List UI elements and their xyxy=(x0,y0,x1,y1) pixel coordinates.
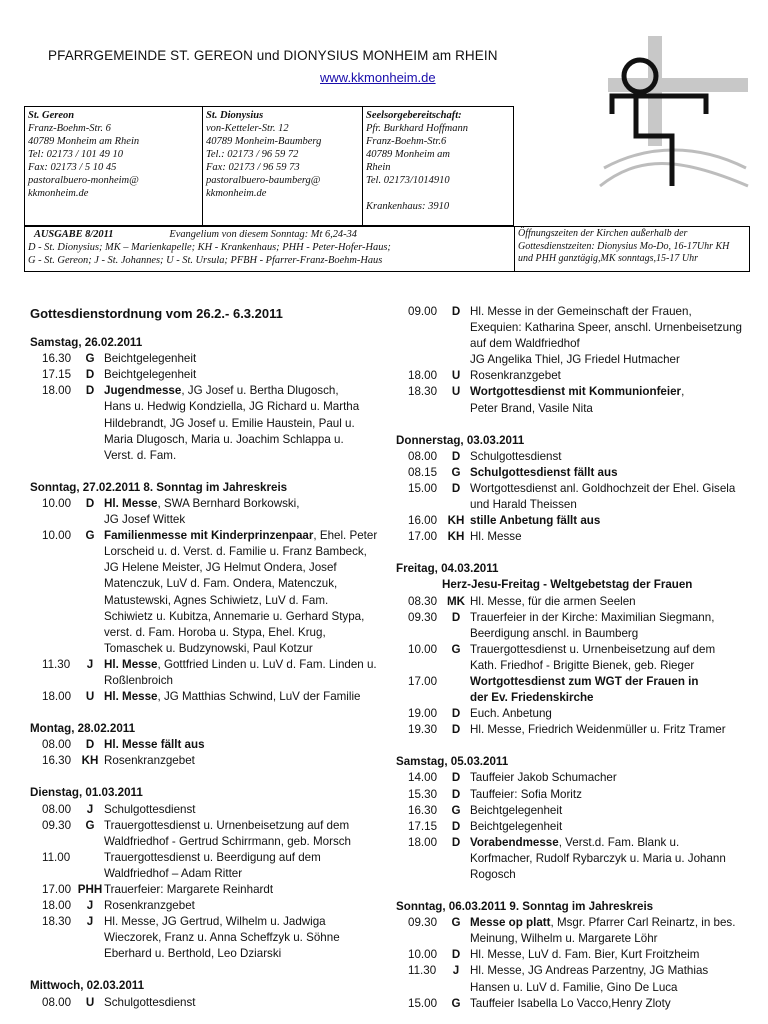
day-subheading: Herz-Jesu-Freitag - Weltgebetstag der Frauen xyxy=(442,578,693,592)
entry-description xyxy=(470,722,768,738)
gospel-reading: Evangelium von diesem Sonntag: Mt 6,24-34 xyxy=(169,229,357,240)
entry-continuation: Waldfriedhof – Adam Ritter xyxy=(104,866,243,880)
schedule-entry xyxy=(30,882,390,898)
schedule-entry xyxy=(30,802,390,818)
day-heading: Samstag, 26.02.2011 xyxy=(30,336,143,350)
entry-description xyxy=(104,351,390,367)
entry-time: 16.30 xyxy=(42,352,72,366)
entry-description xyxy=(470,835,768,883)
entry-time: 15.00 xyxy=(408,996,438,1010)
entry-continuation: Kath. Friedhof - Brigitte Bienek, geb. Rieger xyxy=(470,658,695,672)
entry-service-name: Hl. Messe xyxy=(104,496,158,510)
schedule-entry xyxy=(30,496,390,528)
entry-service-name: Jugendmesse xyxy=(104,384,182,398)
address-line: Tel. 02173/1014910 xyxy=(366,175,450,186)
entry-text: , JG Matthias Schwind, LuV der Familie xyxy=(157,690,361,704)
entry-time: 11.00 xyxy=(42,850,71,864)
parish-logo xyxy=(598,36,750,206)
entry-time: 17.15 xyxy=(408,819,438,833)
entry-time: 11.30 xyxy=(42,657,71,671)
entry-location-code: D xyxy=(85,384,95,398)
entry-description xyxy=(104,850,390,882)
entry-time: 14.00 xyxy=(408,771,438,785)
entry-time: 16.00 xyxy=(408,514,438,528)
entry-text: Beichtgelegenheit xyxy=(104,352,197,366)
entry-description xyxy=(104,882,390,898)
address-title: St. Dionysius xyxy=(206,110,264,121)
entry-text: Rosenkranzgebet xyxy=(470,369,561,383)
schedule-entry xyxy=(396,529,768,545)
entry-time: 16.30 xyxy=(42,754,72,768)
entry-continuation: JG Josef Wittek xyxy=(104,513,186,527)
entry-text: , JG Josef u. Bertha Dlugosch, xyxy=(181,384,339,398)
entry-text: Beichtgelegenheit xyxy=(470,803,563,817)
entry-continuation: Verst. d. Fam. xyxy=(104,448,177,462)
entry-location-code: G xyxy=(85,352,95,366)
entry-time: 09.00 xyxy=(408,305,438,318)
address-line: pastoralbuero-baumberg@ xyxy=(206,175,321,186)
entry-location-code: KH xyxy=(447,514,465,528)
issue-label: AUSGABE 8/2011 xyxy=(34,229,114,240)
entry-text: , SWA Bernhard Borkowski, xyxy=(157,496,300,510)
entry-description xyxy=(104,367,390,383)
spacer xyxy=(30,769,390,785)
schedule-entry xyxy=(396,481,768,513)
address-line: Krankenhaus: 3910 xyxy=(366,201,450,212)
schedule-entry xyxy=(30,383,390,463)
entry-time: 11.30 xyxy=(408,964,437,978)
entry-location-code: G xyxy=(451,803,461,817)
entry-continuation: Meinung, Wilhelm u. Margarete Löhr xyxy=(470,932,658,946)
entry-location-code: D xyxy=(451,787,461,801)
entry-time: 17.00 xyxy=(408,674,438,688)
legend-line-1: D - St. Dionysius; MK – Marienkapelle; KH - Krankenhaus; PHH - Peter-Hofer-Haus; xyxy=(28,242,391,253)
spacer xyxy=(30,705,390,721)
entry-time: 19.30 xyxy=(408,723,438,737)
schedule-entry xyxy=(396,304,768,368)
opening-hours: Öffnungszeiten der Kirchen außerhalb der Gottesdienstzeiten: Dionysius Mo-Do, 16-17Uhr KH und PHH ganztägig,MK sonntags,15-17 Uhr xyxy=(518,228,730,264)
day-heading: Sonntag, 06.03.2011 9. Sonntag im Jahreskreis xyxy=(396,900,654,914)
spacer xyxy=(396,545,768,561)
schedule-entry xyxy=(396,770,768,786)
schedule-entry xyxy=(396,513,768,529)
entry-location-code: D xyxy=(451,835,461,849)
schedule-entry xyxy=(30,995,390,1011)
entry-location-code: D xyxy=(85,368,95,382)
entry-continuation: Tomaschek u. Budzynowski, Paul Kotzur xyxy=(104,641,313,655)
entry-description xyxy=(470,963,768,995)
entry-location-code: G xyxy=(451,642,461,656)
entry-time: 15.00 xyxy=(408,481,438,495)
day-heading: Mittwoch, 02.03.2011 xyxy=(30,979,145,993)
spacer xyxy=(30,464,390,480)
entry-description xyxy=(104,657,390,689)
address-line: Rhein xyxy=(366,162,391,173)
entry-time: 10.00 xyxy=(408,642,438,656)
entry-continuation: Korfmacher, Rudolf Rybarczyk u. Maria u. Johann xyxy=(470,851,726,865)
entry-continuation: und Harald Theissen xyxy=(470,498,577,512)
entry-time: 18.00 xyxy=(42,899,72,913)
entry-continuation: Matustewski, Agnes Schiwietz, LuV d. Fam. xyxy=(104,593,329,607)
entry-service-name: Wortgottesdienst zum WGT der Frauen in xyxy=(470,674,699,688)
entry-description xyxy=(470,996,768,1012)
schedule-entry xyxy=(30,367,390,383)
entry-location-code: G xyxy=(451,465,461,479)
day-heading: Dienstag, 01.03.2011 xyxy=(30,786,143,800)
entry-text: , Verst.d. Fam. Blank u. xyxy=(558,835,680,849)
entry-time: 17.15 xyxy=(42,368,72,382)
entry-text: Schulgottesdienst xyxy=(104,802,196,816)
entry-time: 19.00 xyxy=(408,707,438,721)
schedule-entry xyxy=(396,594,768,610)
entry-location-code: G xyxy=(451,996,461,1010)
entry-continuation: verst. d. Fam. Horoba u. Stypa, Ehel. Krug, xyxy=(104,625,326,639)
entry-text: , Ehel. Peter xyxy=(313,529,378,543)
entry-description xyxy=(104,995,390,1011)
entry-time: 18.00 xyxy=(408,835,438,849)
address-line: Pfr. Burkhard Hoffmann xyxy=(366,123,468,134)
entry-time: 08.00 xyxy=(42,802,72,816)
schedule-entry xyxy=(30,528,390,657)
entry-text: Hl. Messe, JG Gertrud, Wilhelm u. Jadwiga xyxy=(104,915,326,929)
address-table xyxy=(24,106,514,226)
schedule-entry xyxy=(396,368,768,384)
entry-location-code: G xyxy=(85,529,95,543)
entry-description xyxy=(470,642,768,674)
spacer xyxy=(396,738,768,754)
entry-description xyxy=(470,384,768,416)
schedule-entry xyxy=(396,384,768,416)
issue-info xyxy=(25,227,515,271)
entry-location-code: D xyxy=(451,610,461,624)
entry-text: Tauffeier: Sofia Moritz xyxy=(470,787,582,801)
entry-description xyxy=(104,753,390,769)
schedule-entry xyxy=(396,465,768,481)
entry-continuation: Eberhard u. Berthold, Leo Dziarski xyxy=(104,947,282,961)
address-line: 40789 Monheim am xyxy=(366,149,450,160)
entry-description xyxy=(470,787,768,803)
entry-continuation: Exequien: Katharina Speer, anschl. Urnenbeisetzung xyxy=(470,321,742,335)
entry-description xyxy=(470,915,768,947)
entry-description xyxy=(104,914,390,962)
entry-description xyxy=(470,594,768,610)
parish-title: PFARRGEMEINDE ST. GEREON und DIONYSIUS MONHEIM am RHEIN xyxy=(48,48,498,63)
entry-service-name: Messe op platt xyxy=(470,916,551,930)
entry-location-code: U xyxy=(451,369,461,383)
schedule-title: Gottesdienstordnung vom 26.2.- 6.3.2011 xyxy=(30,306,283,321)
entry-text: Tauffeier Isabella Lo Vacco,Henry Zloty xyxy=(470,996,671,1010)
address-st-dionysius xyxy=(203,107,363,225)
address-title: Seelsorgebereitschaft: xyxy=(366,110,462,121)
entry-service-name: Vorabendmesse xyxy=(470,835,559,849)
entry-location-code: KH xyxy=(81,754,99,768)
entry-time: 08.00 xyxy=(42,995,72,1009)
schedule-entry xyxy=(30,898,390,914)
address-line: von-Ketteler-Str. 12 xyxy=(206,123,289,134)
entry-text: Hl. Messe in der Gemeinschaft der Frauen, xyxy=(470,305,692,318)
entry-location-code: U xyxy=(451,385,461,399)
schedule-entry xyxy=(396,803,768,819)
entry-continuation: Maria Dlugosch, Maria u. Joachim Schlappa u. xyxy=(104,432,344,446)
entry-time: 08.00 xyxy=(408,449,438,463)
entry-description xyxy=(470,674,768,706)
address-pastoral-care xyxy=(363,107,513,225)
entry-time: 15.30 xyxy=(408,787,438,801)
schedule-entry xyxy=(30,351,390,367)
entry-continuation: Wieczorek, Franz u. Anna Scheffzyk u. Söhne xyxy=(104,931,340,945)
entry-description xyxy=(470,481,768,513)
entry-text: Hl. Messe, LuV d. Fam. Bier, Kurt Froitzheim xyxy=(470,948,700,962)
entry-description xyxy=(470,819,768,835)
spacer xyxy=(396,417,768,433)
schedule-entry xyxy=(396,674,768,706)
entry-description xyxy=(470,947,768,963)
entry-text: , Msgr. Pfarrer Carl Reinartz, in bes. xyxy=(550,916,736,930)
schedule-entry xyxy=(30,689,390,705)
address-line: Tel: 02173 / 101 49 10 xyxy=(28,149,123,160)
entry-location-code: D xyxy=(451,481,461,495)
spacer xyxy=(30,962,390,978)
entry-description xyxy=(104,802,390,818)
address-line: pastoralbuero-monheim@ xyxy=(28,175,139,186)
schedule-entry xyxy=(396,947,768,963)
entry-location-code: J xyxy=(86,802,94,816)
entry-continuation: Matenczuk, LuV d. Fam. Ondera, Matenczuk, xyxy=(104,577,338,591)
legend-line-2: G - St. Gereon; J - St. Johannes; U - St. Ursula; PFBH - Pfarrer-Franz-Boehm-Haus xyxy=(28,255,383,266)
entry-service-name: Hl. Messe xyxy=(104,657,158,671)
entry-description xyxy=(470,610,768,642)
schedule-entry xyxy=(396,819,768,835)
schedule-entry xyxy=(30,914,390,962)
entry-location-code: D xyxy=(451,948,461,962)
address-line: kkmonheim.de xyxy=(28,188,89,199)
entry-description xyxy=(470,706,768,722)
entry-time: 17.00 xyxy=(42,883,72,896)
entry-description xyxy=(470,803,768,819)
entry-description xyxy=(470,368,768,384)
day-heading: Montag, 28.02.2011 xyxy=(30,722,136,736)
entry-location-code: MK xyxy=(446,594,466,608)
schedule-entry xyxy=(396,963,768,995)
entry-location-code xyxy=(442,674,470,706)
entry-continuation: Peter Brand, Vasile Nita xyxy=(470,401,593,415)
entry-continuation: Beerdigung anschl. in Baumberg xyxy=(470,626,639,640)
day-heading: Freitag, 04.03.2011 xyxy=(396,562,499,576)
entry-text: Hl. Messe, für die armen Seelen xyxy=(470,594,636,608)
entry-location-code: G xyxy=(85,818,95,832)
entry-location-code: U xyxy=(85,995,95,1009)
entry-continuation: Hansen u. LuV d. Familie, Gino De Luca xyxy=(470,980,678,994)
address-line: Fax: 02173 / 96 59 73 xyxy=(206,162,300,173)
entry-text: Trauergottesdienst u. Urnenbeisetzung auf dem xyxy=(104,818,350,832)
entry-description xyxy=(104,689,390,705)
entry-description xyxy=(470,513,768,529)
entry-continuation: Lorscheid u. d. Verst. d. Familie u. Franz Bambeck, xyxy=(104,545,367,559)
entry-text: Trauergottesdienst u. Beerdigung auf dem xyxy=(104,850,321,864)
entry-text: , Gottfried Linden u. LuV d. Fam. Linden u. xyxy=(157,657,377,671)
address-line xyxy=(366,187,510,200)
entry-location-code: D xyxy=(451,723,461,737)
entry-text: Beichtgelegenheit xyxy=(470,819,563,833)
schedule-entry xyxy=(396,610,768,642)
entry-continuation: Roßlenbroich xyxy=(104,673,173,687)
entry-description xyxy=(104,496,390,528)
entry-time: 08.00 xyxy=(42,738,72,752)
entry-continuation: Hildebrandt, JG Josef u. Emilie Haustein, Paul u. xyxy=(104,416,355,430)
address-line: 40789 Monheim-Baumberg xyxy=(206,136,322,147)
entry-location-code: J xyxy=(86,899,94,913)
schedule-entry xyxy=(396,787,768,803)
issue-row xyxy=(24,226,750,272)
entry-time: 09.30 xyxy=(42,818,72,832)
address-line: Franz-Boehm-Str. 6 xyxy=(28,123,111,134)
entry-text: Rosenkranzgebet xyxy=(104,754,195,768)
website-link[interactable]: www.kkmonheim.de xyxy=(320,70,436,85)
entry-location-code: U xyxy=(85,690,95,704)
entry-text: , xyxy=(681,385,685,399)
entry-service-name: Hl. Messe fällt aus xyxy=(104,738,205,752)
entry-time: 18.00 xyxy=(42,690,72,704)
entry-time: 08.15 xyxy=(408,465,438,479)
entry-description xyxy=(104,898,390,914)
address-st-gereon xyxy=(25,107,203,225)
day-heading: Samstag, 05.03.2011 xyxy=(396,755,509,769)
entry-location-code: D xyxy=(85,738,95,752)
address-line: Fax: 02173 / 5 10 45 xyxy=(28,162,117,173)
schedule-entry xyxy=(30,850,390,882)
entry-location-code: PHH xyxy=(77,883,103,896)
entry-location-code: J xyxy=(86,657,94,671)
entry-time: 10.00 xyxy=(42,496,72,510)
entry-description xyxy=(104,818,390,850)
entry-continuation: der Ev. Friedenskirche xyxy=(470,691,594,705)
schedule-entry xyxy=(396,706,768,722)
spacer xyxy=(396,883,768,899)
entry-location-code: J xyxy=(452,964,460,978)
entry-description xyxy=(470,449,768,465)
entry-continuation: JG Helene Meister, JG Helmut Ondera, Josef xyxy=(104,561,337,575)
entry-service-name: Wortgottesdienst mit Kommunionfeier xyxy=(470,385,682,399)
schedule-entry xyxy=(396,915,768,947)
entry-description xyxy=(470,304,768,368)
schedule-entry xyxy=(30,657,390,689)
entry-continuation: Schiwietz u. Kubitza, Annemarie u. Gerhard Stypa, xyxy=(104,609,365,623)
entry-service-name: stille Anbetung fällt aus xyxy=(470,514,601,528)
entry-time: 10.00 xyxy=(408,948,438,962)
entry-time: 08.30 xyxy=(408,594,438,608)
schedule-entry xyxy=(30,818,390,850)
day-heading: Donnerstag, 03.03.2011 xyxy=(396,433,525,447)
entry-description xyxy=(104,737,390,753)
entry-time: 18.00 xyxy=(408,369,438,383)
entry-text: Trauerfeier: Margarete Reinhardt xyxy=(104,883,274,896)
schedule-entry xyxy=(396,996,768,1012)
entry-description xyxy=(470,770,768,786)
schedule-entry xyxy=(396,642,768,674)
schedule-entry xyxy=(30,737,390,753)
entry-time: 18.30 xyxy=(42,915,72,929)
entry-description xyxy=(104,528,390,657)
entry-text: Hl. Messe, JG Andreas Parzentny, JG Mathias xyxy=(470,964,709,978)
entry-location-code: D xyxy=(451,819,461,833)
entry-continuation: Waldfriedhof - Gertrud Schirrmann, geb. Morsch xyxy=(104,834,351,848)
entry-location-code: J xyxy=(86,915,94,929)
entry-text: Beichtgelegenheit xyxy=(104,368,197,382)
entry-location-code xyxy=(76,850,104,882)
entry-continuation: Rogosch xyxy=(470,868,516,881)
schedule-entry xyxy=(396,835,768,883)
entry-text: Wortgottesdienst anl. Goldhochzeit der Ehel. Gisela xyxy=(470,481,736,495)
entry-service-name: Hl. Messe xyxy=(104,690,158,704)
entry-time: 16.30 xyxy=(408,803,438,817)
entry-location-code: KH xyxy=(447,530,465,544)
entry-text: Rosenkranzgebet xyxy=(104,899,195,913)
entry-continuation: auf dem Waldfriedhof xyxy=(470,337,580,351)
entry-time: 17.00 xyxy=(408,530,438,544)
address-line: kkmonheim.de xyxy=(206,188,267,199)
address-line: Franz-Boehm-Str.6 xyxy=(366,136,447,147)
schedule-entry xyxy=(30,753,390,769)
entry-text: Schulgottesdienst xyxy=(470,449,562,463)
entry-description xyxy=(470,529,768,545)
entry-continuation: JG Angelika Thiel, JG Friedel Hutmacher xyxy=(470,353,680,367)
schedule-right-column xyxy=(396,304,768,1012)
entry-service-name: Schulgottesdienst fällt aus xyxy=(470,465,618,479)
entry-time: 18.30 xyxy=(408,385,438,399)
entry-text: Trauerfeier in der Kirche: Maximilian Siegmann, xyxy=(470,610,715,624)
entry-text: Trauergottesdienst u. Urnenbeisetzung auf dem xyxy=(470,642,716,656)
entry-location-code: D xyxy=(85,496,95,510)
entry-text: Hl. Messe, Friedrich Weidenmüller u. Fritz Tramer xyxy=(470,723,726,737)
entry-service-name: Familienmesse mit Kinderprinzenpaar xyxy=(104,529,314,543)
entry-description xyxy=(104,383,390,463)
entry-location-code: G xyxy=(451,916,461,930)
entry-text: Euch. Anbetung xyxy=(470,707,552,721)
schedule-left-column xyxy=(30,306,390,1011)
entry-location-code: D xyxy=(451,707,461,721)
entry-description xyxy=(470,465,768,481)
entry-time: 09.30 xyxy=(408,610,438,624)
entry-location-code: D xyxy=(451,449,461,463)
entry-text: Hl. Messe xyxy=(470,530,522,544)
entry-time: 18.00 xyxy=(42,384,72,398)
entry-text: Tauffeier Jakob Schumacher xyxy=(470,771,617,785)
schedule-entry xyxy=(396,722,768,738)
entry-time: 09.30 xyxy=(408,916,438,930)
day-heading: Sonntag, 27.02.2011 8. Sonntag im Jahreskreis xyxy=(30,480,288,494)
entry-location-code: D xyxy=(451,305,461,318)
entry-time: 10.00 xyxy=(42,529,72,543)
entry-text: Schulgottesdienst xyxy=(104,995,196,1009)
entry-location-code: D xyxy=(451,771,461,785)
address-line: 40789 Monheim am Rhein xyxy=(28,136,140,147)
schedule-entry xyxy=(396,449,768,465)
address-title: St. Gereon xyxy=(28,110,75,121)
address-line: Tel.: 02173 / 96 59 72 xyxy=(206,149,299,160)
entry-continuation: Hans u. Hedwig Kondziella, JG Richard u. Martha xyxy=(104,400,360,414)
